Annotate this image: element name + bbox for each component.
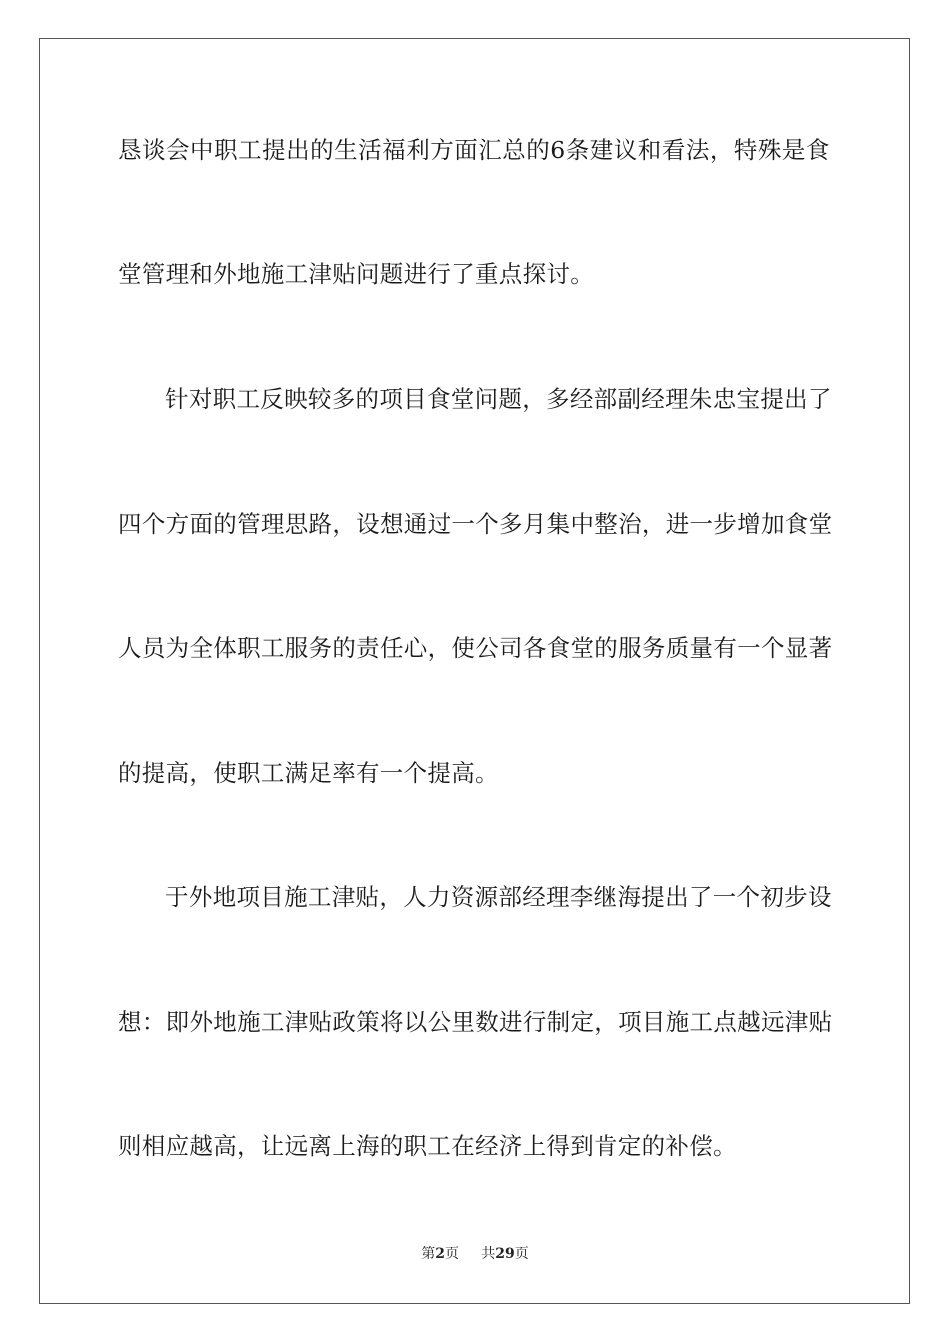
paragraph-3-line-1: 于 外 地 项 目 施 工 津 贴 ， 人 力 资 源 部 经 理 李 继 海 提 出 了 一 个 初 步 设	[165, 883, 832, 911]
paragraph-3-line-3: 则相应越高，让远离上海的职工在经济上得到肯定的补偿。	[118, 1132, 737, 1160]
paragraph-1-line-1: 恳 谈 会 中 职 工 提 出 的 生 活 福 利 方 面 汇 总 的 6 条 建 议 和 看 法 ， 特 殊 是 食	[118, 136, 830, 164]
paragraph-2-line-3: 人 员 为 全 体 职 工 服 务 的 责 任 心 ， 使 公 司 各 食 堂 的 服 务 质 量 有 一 个 显 著	[118, 634, 833, 662]
page-prefix: 第	[421, 1246, 436, 1262]
paragraph-2-line-2: 四 个 方 面 的 管 理 思 路 ， 设 想 通 过 一 个 多 月 集 中 整 治 ， 进 一 步 增 加 食 堂	[118, 510, 833, 538]
paragraph-2-line-4: 的提高，使职工满足率有一个提高。	[118, 759, 499, 787]
page-border	[39, 38, 910, 1304]
paragraph-3-line-2: 想 ： 即 外 地 施 工 津 贴 政 策 将 以 公 里 数 进 行 制 定 ， 项 目 施 工 点 越 远 津 贴	[118, 1008, 833, 1036]
page-footer	[0, 1245, 950, 1263]
paragraph-1-line-2: 堂管理和外地施工津贴问题进行了重点探讨。	[118, 260, 594, 288]
total-suffix: 页	[514, 1246, 529, 1262]
paragraph-2-line-1: 针 对 职 工 反 映 较 多 的 项 目 食 堂 问 题 ， 多 经 部 副 经 理 朱 忠 宝 提 出 了	[165, 385, 832, 413]
page-suffix: 页	[445, 1246, 459, 1262]
total-pages: 29	[495, 1246, 515, 1262]
page-number: 2	[435, 1246, 445, 1262]
total-prefix: 共	[481, 1246, 496, 1262]
